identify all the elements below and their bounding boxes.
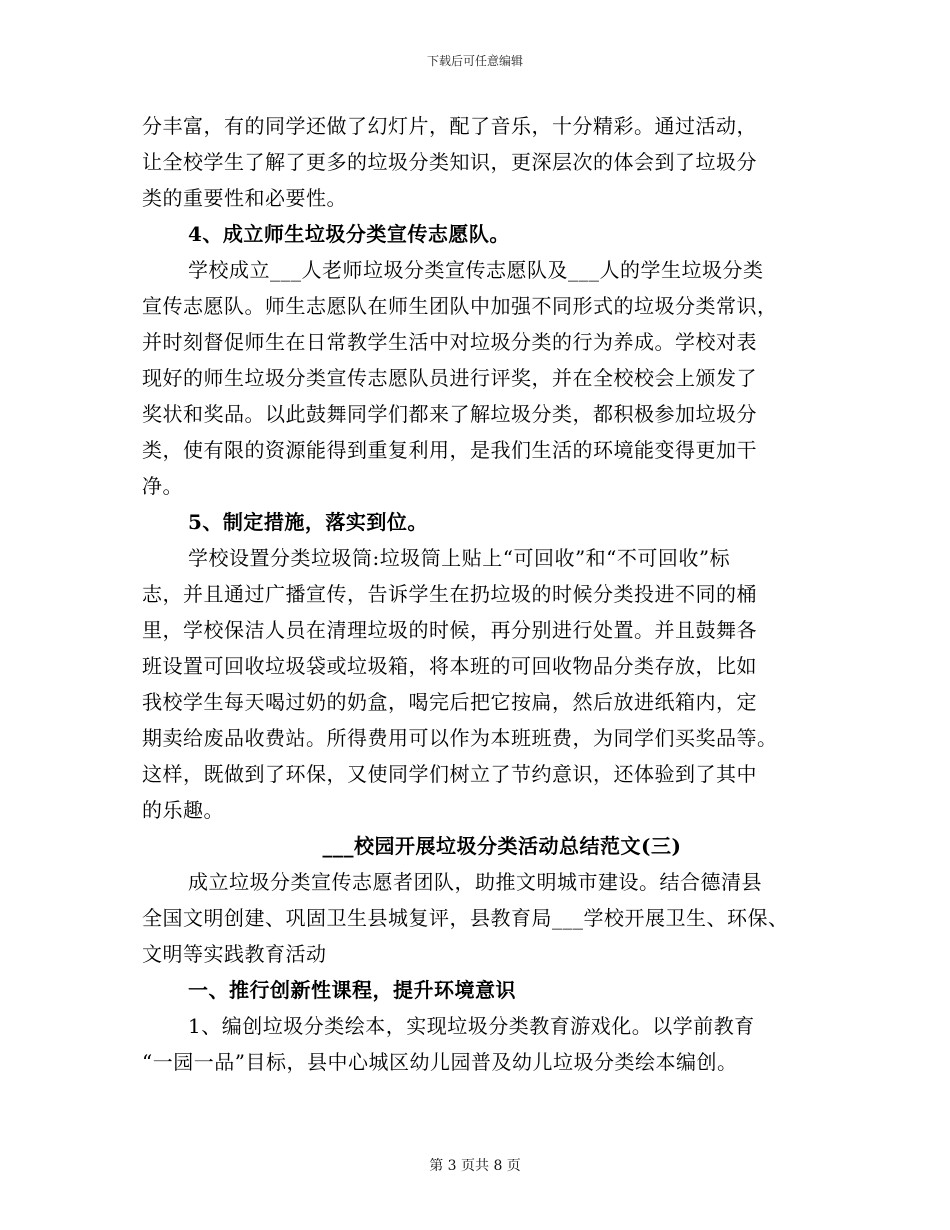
document-body xyxy=(142,108,822,1080)
paragraph-line: 现好的师生垃圾分类宣传志愿队员进行评奖，并在全校校会上颁发了 xyxy=(142,366,757,390)
paragraph-line: 1、编创垃圾分类绘本，实现垃圾分类教育游戏化。以学前教育 xyxy=(188,1014,755,1038)
section-heading: 5、制定措施，落实到位。 xyxy=(188,510,428,534)
paragraph-line: 这样，既做到了环保，又使同学们树立了节约意识，还体验到了其中 xyxy=(142,762,757,786)
page-header: 下载后可任意编辑 xyxy=(426,54,523,68)
paragraph-line: “一园一品”目标，县中心城区幼儿园普及幼儿垃圾分类绘本编创。 xyxy=(142,1050,738,1074)
paragraph-line: 班设置可回收垃圾袋或垃圾箱，将本班的可回收物品分类存放，比如 xyxy=(142,654,757,678)
paragraph-line: 里，学校保洁人员在清理垃圾的时候，再分别进行处置。并且鼓舞各 xyxy=(142,618,757,642)
paragraph-line: 全国文明创建、巩固卫生县城复评，县教育局___学校开展卫生、环保、 xyxy=(142,906,789,930)
section-title: ___校园开展垃圾分类活动总结范文(三) xyxy=(322,834,682,858)
paragraph-line: 类的重要性和必要性。 xyxy=(142,186,347,210)
paragraph-line: 宣传志愿队。师生志愿队在师生团队中加强不同形式的垃圾分类常识， xyxy=(142,294,778,318)
paragraph-line: 奖状和奖品。以此鼓舞同学们都来了解垃圾分类，都积极参加垃圾分 xyxy=(142,402,757,426)
section-heading: 4、成立师生垃圾分类宣传志愿队。 xyxy=(188,222,510,246)
paragraph-line: 净。 xyxy=(142,474,183,498)
paragraph-line: 让全校学生了解了更多的垃圾分类知识，更深层次的体会到了垃圾分 xyxy=(142,150,757,174)
paragraph-line: 成立垃圾分类宣传志愿者团队，助推文明城市建设。结合德清县 xyxy=(188,870,762,894)
paragraph-line: 我校学生每天喝过奶的奶盒，喝完后把它按扁，然后放进纸箱内，定 xyxy=(142,690,757,714)
paragraph-line: 分丰富，有的同学还做了幻灯片，配了音乐，十分精彩。通过活动， xyxy=(142,114,757,138)
paragraph-line: 类，使有限的资源能得到重复利用，是我们生活的环境能变得更加干 xyxy=(142,438,757,462)
page-footer: 第 3 页共 8 页 xyxy=(429,1158,521,1174)
paragraph-line: 文明等实践教育活动 xyxy=(142,942,327,966)
paragraph-line: 期卖给废品收费站。所得费用可以作为本班班费，为同学们买奖品等。 xyxy=(142,726,778,750)
paragraph-line: 志，并且通过广播宣传，告诉学生在扔垃圾的时候分类投进不同的桶 xyxy=(142,582,757,606)
paragraph-line: 学校成立___人老师垃圾分类宣传志愿队及___人的学生垃圾分类 xyxy=(188,258,764,282)
section-heading: 一、推行创新性课程，提升环境意识 xyxy=(188,978,516,1002)
paragraph-line: 学校设置分类垃圾筒:垃圾筒上贴上“可回收”和“不可回收”标 xyxy=(188,546,731,570)
paragraph-line: 并时刻督促师生在日常教学生活中对垃圾分类的行为养成。学校对表 xyxy=(142,330,757,354)
paragraph-line: 的乐趣。 xyxy=(142,798,224,822)
